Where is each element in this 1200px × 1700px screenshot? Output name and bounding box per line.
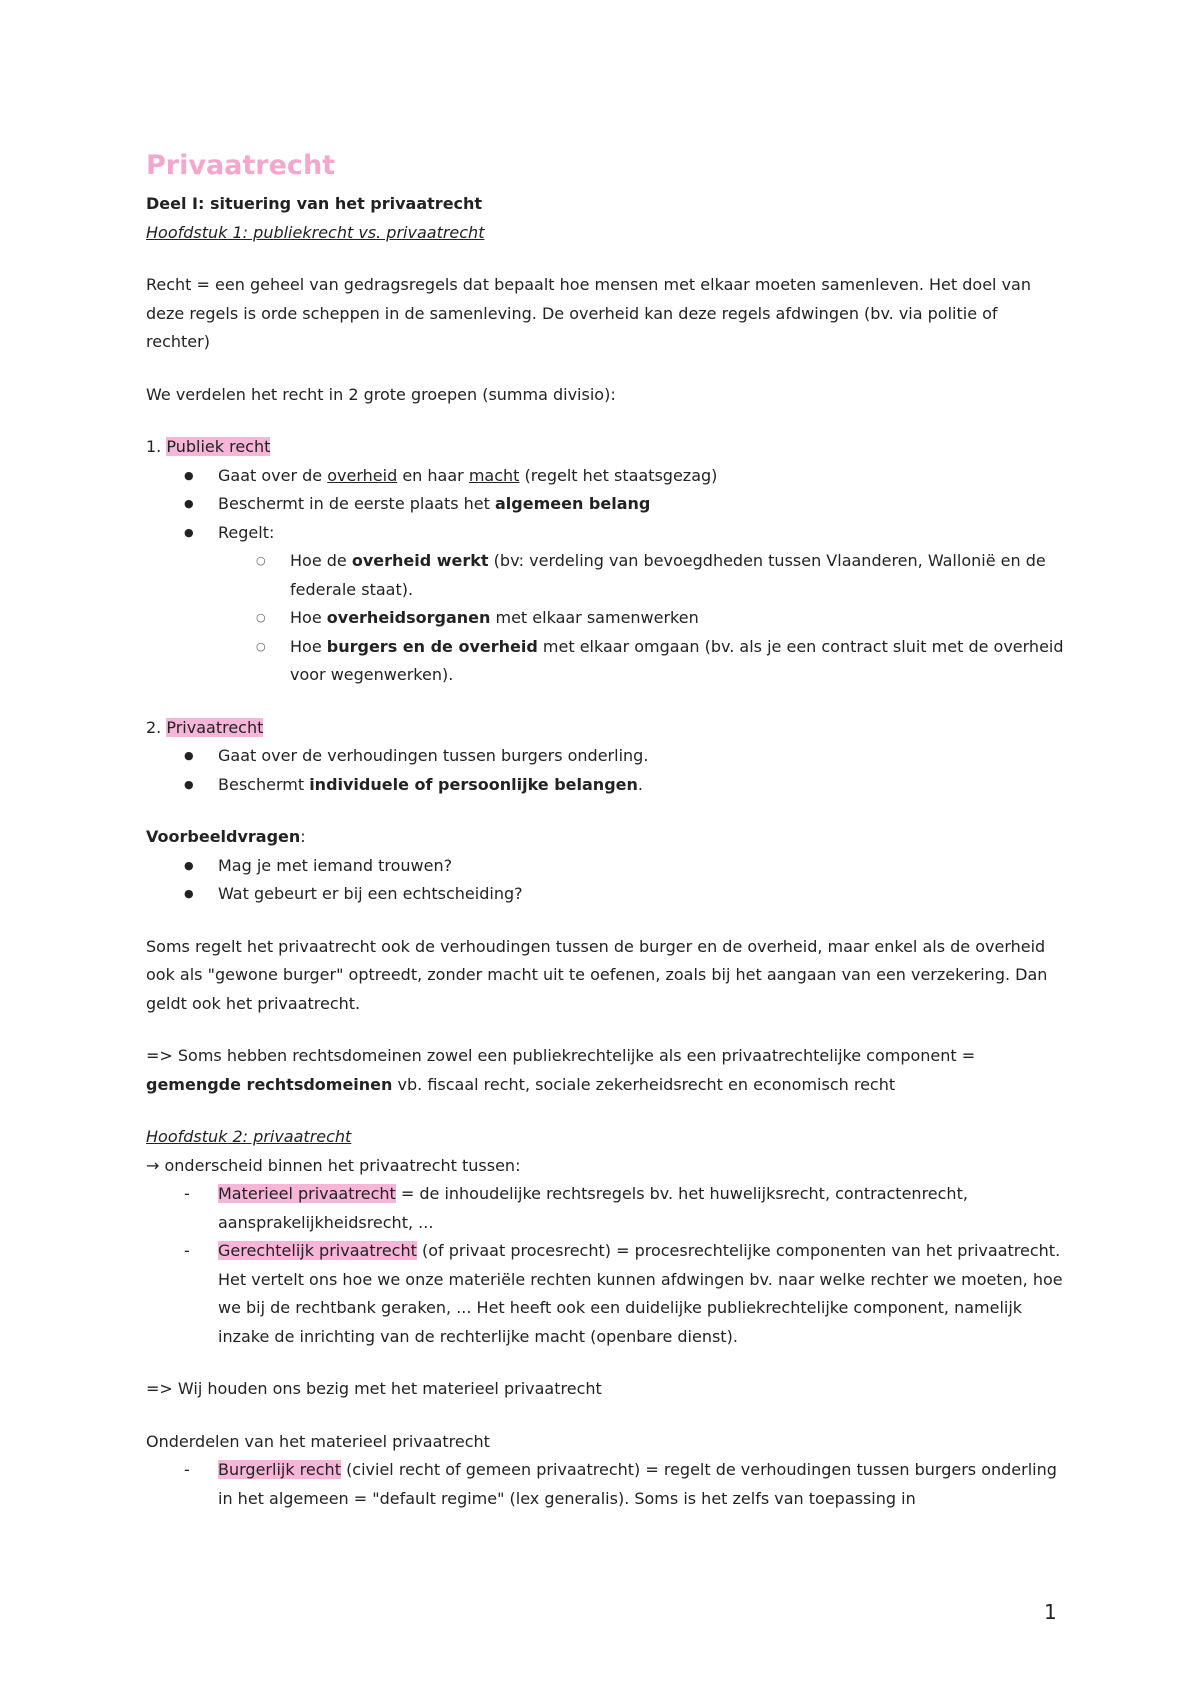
document-title: Privaatrecht <box>146 150 336 181</box>
sub-list-item: ○ Hoe overheidsorganen met elkaar samenwerken <box>146 604 1066 633</box>
group-2-list <box>146 742 1066 799</box>
list-item: - Materieel privaatrecht = de inhoudelijke rechtsregels bv. het huwelijksrecht, contractenrecht, aansprakelijkheidsrecht, ... <box>146 1180 1066 1237</box>
group-1-list <box>146 462 1066 690</box>
distinction-list <box>146 1180 1066 1351</box>
example-questions-heading: Voorbeeldvragen: <box>146 827 306 846</box>
list-item: ● Mag je met iemand trouwen? <box>146 852 1066 881</box>
mixed-domains-paragraph: => Soms hebben rechtsdomeinen zowel een publiekrechtelijke als een privaatrechtelijke component = gemengde rechtsdomeinen vb. fiscaal recht, sociale zekerheidsrecht en economisch recht <box>146 1046 976 1094</box>
list-item: ● Beschermt individuele of persoonlijke belangen. <box>146 771 1066 800</box>
list-item: ● Regelt: <box>146 519 1066 548</box>
focus-paragraph: => Wij houden ons bezig met het materieel privaatrecht <box>146 1379 602 1398</box>
chapter-2-heading: Hoofdstuk 2: privaatrecht <box>146 1127 352 1146</box>
sub-list-item: ○ Hoe de overheid werkt (bv: verdeling van bevoegdheden tussen Vlaanderen, Wallonië en de federale staat). <box>146 547 1066 604</box>
document-body <box>146 146 1066 1513</box>
list-item: - Burgerlijk recht (civiel recht of gemeen privaatrecht) = regelt de verhoudingen tussen burgers onderling in het algemeen = "default regime" (lex generalis). Soms is het zelfs van toepassing in <box>146 1456 1066 1513</box>
list-item: ● Beschermt in de eerste plaats het algemeen belang <box>146 490 1066 519</box>
list-item: ● Gaat over de overheid en haar macht (regelt het staatsgezag) <box>146 462 1066 491</box>
sub-list-item: ○ Hoe burgers en de overheid met elkaar omgaan (bv. als je een contract sluit met de overheid voor wegenwerken). <box>146 633 1066 690</box>
list-item: - Gerechtelijk privaatrecht (of privaat procesrecht) = procesrechtelijke componenten van het privaatrecht. Het vertelt ons hoe we onze materiële rechten kunnen afdwingen bv. naar welke rechter we moeten, hoe we bij de rechtbank geraken, ... Het heeft ook een duidelijke publiekrechtelijke component, namelijk inzake de inrichting van de rechterlijke macht (openbare dienst). <box>146 1237 1066 1351</box>
components-list <box>146 1456 1066 1513</box>
list-item: ● Gaat over de verhoudingen tussen burgers onderling. <box>146 742 1066 771</box>
government-paragraph: Soms regelt het privaatrecht ook de verhoudingen tussen de burger en de overheid, maar enkel als de overheid ook als "gewone burger" optreedt, zonder macht uit te oefenen, zoals bij het aangaan van een verzekering. Dan geldt ook het privaatrecht. <box>146 936 1048 1013</box>
list-item: ● Wat gebeurt er bij een echtscheiding? <box>146 880 1066 909</box>
chapter-1-heading: Hoofdstuk 1: publiekrecht vs. privaatrecht <box>146 222 485 242</box>
components-heading: Onderdelen van het materieel privaatrecht <box>146 1431 490 1451</box>
page-number: 1 <box>1044 1600 1057 1624</box>
part-heading: Deel I: situering van het privaatrecht <box>146 194 483 213</box>
summa-divisio-paragraph: We verdelen het recht in 2 grote groepen (summa divisio): <box>146 384 616 404</box>
example-questions-list <box>146 852 1066 909</box>
group-2-heading: 2. Privaatrecht <box>146 717 264 737</box>
definition-paragraph: Recht = een geheel van gedragsregels dat bepaalt hoe mensen met elkaar moeten samenleven. Het doel van deze regels is orde scheppen in de samenleving. De overheid kan deze regels afdwingen (bv. via politie of rechter) <box>146 275 1031 351</box>
distinction-line: → onderscheid binnen het privaatrecht tussen: <box>146 1155 521 1175</box>
group-1-heading: 1. Publiek recht <box>146 437 271 456</box>
